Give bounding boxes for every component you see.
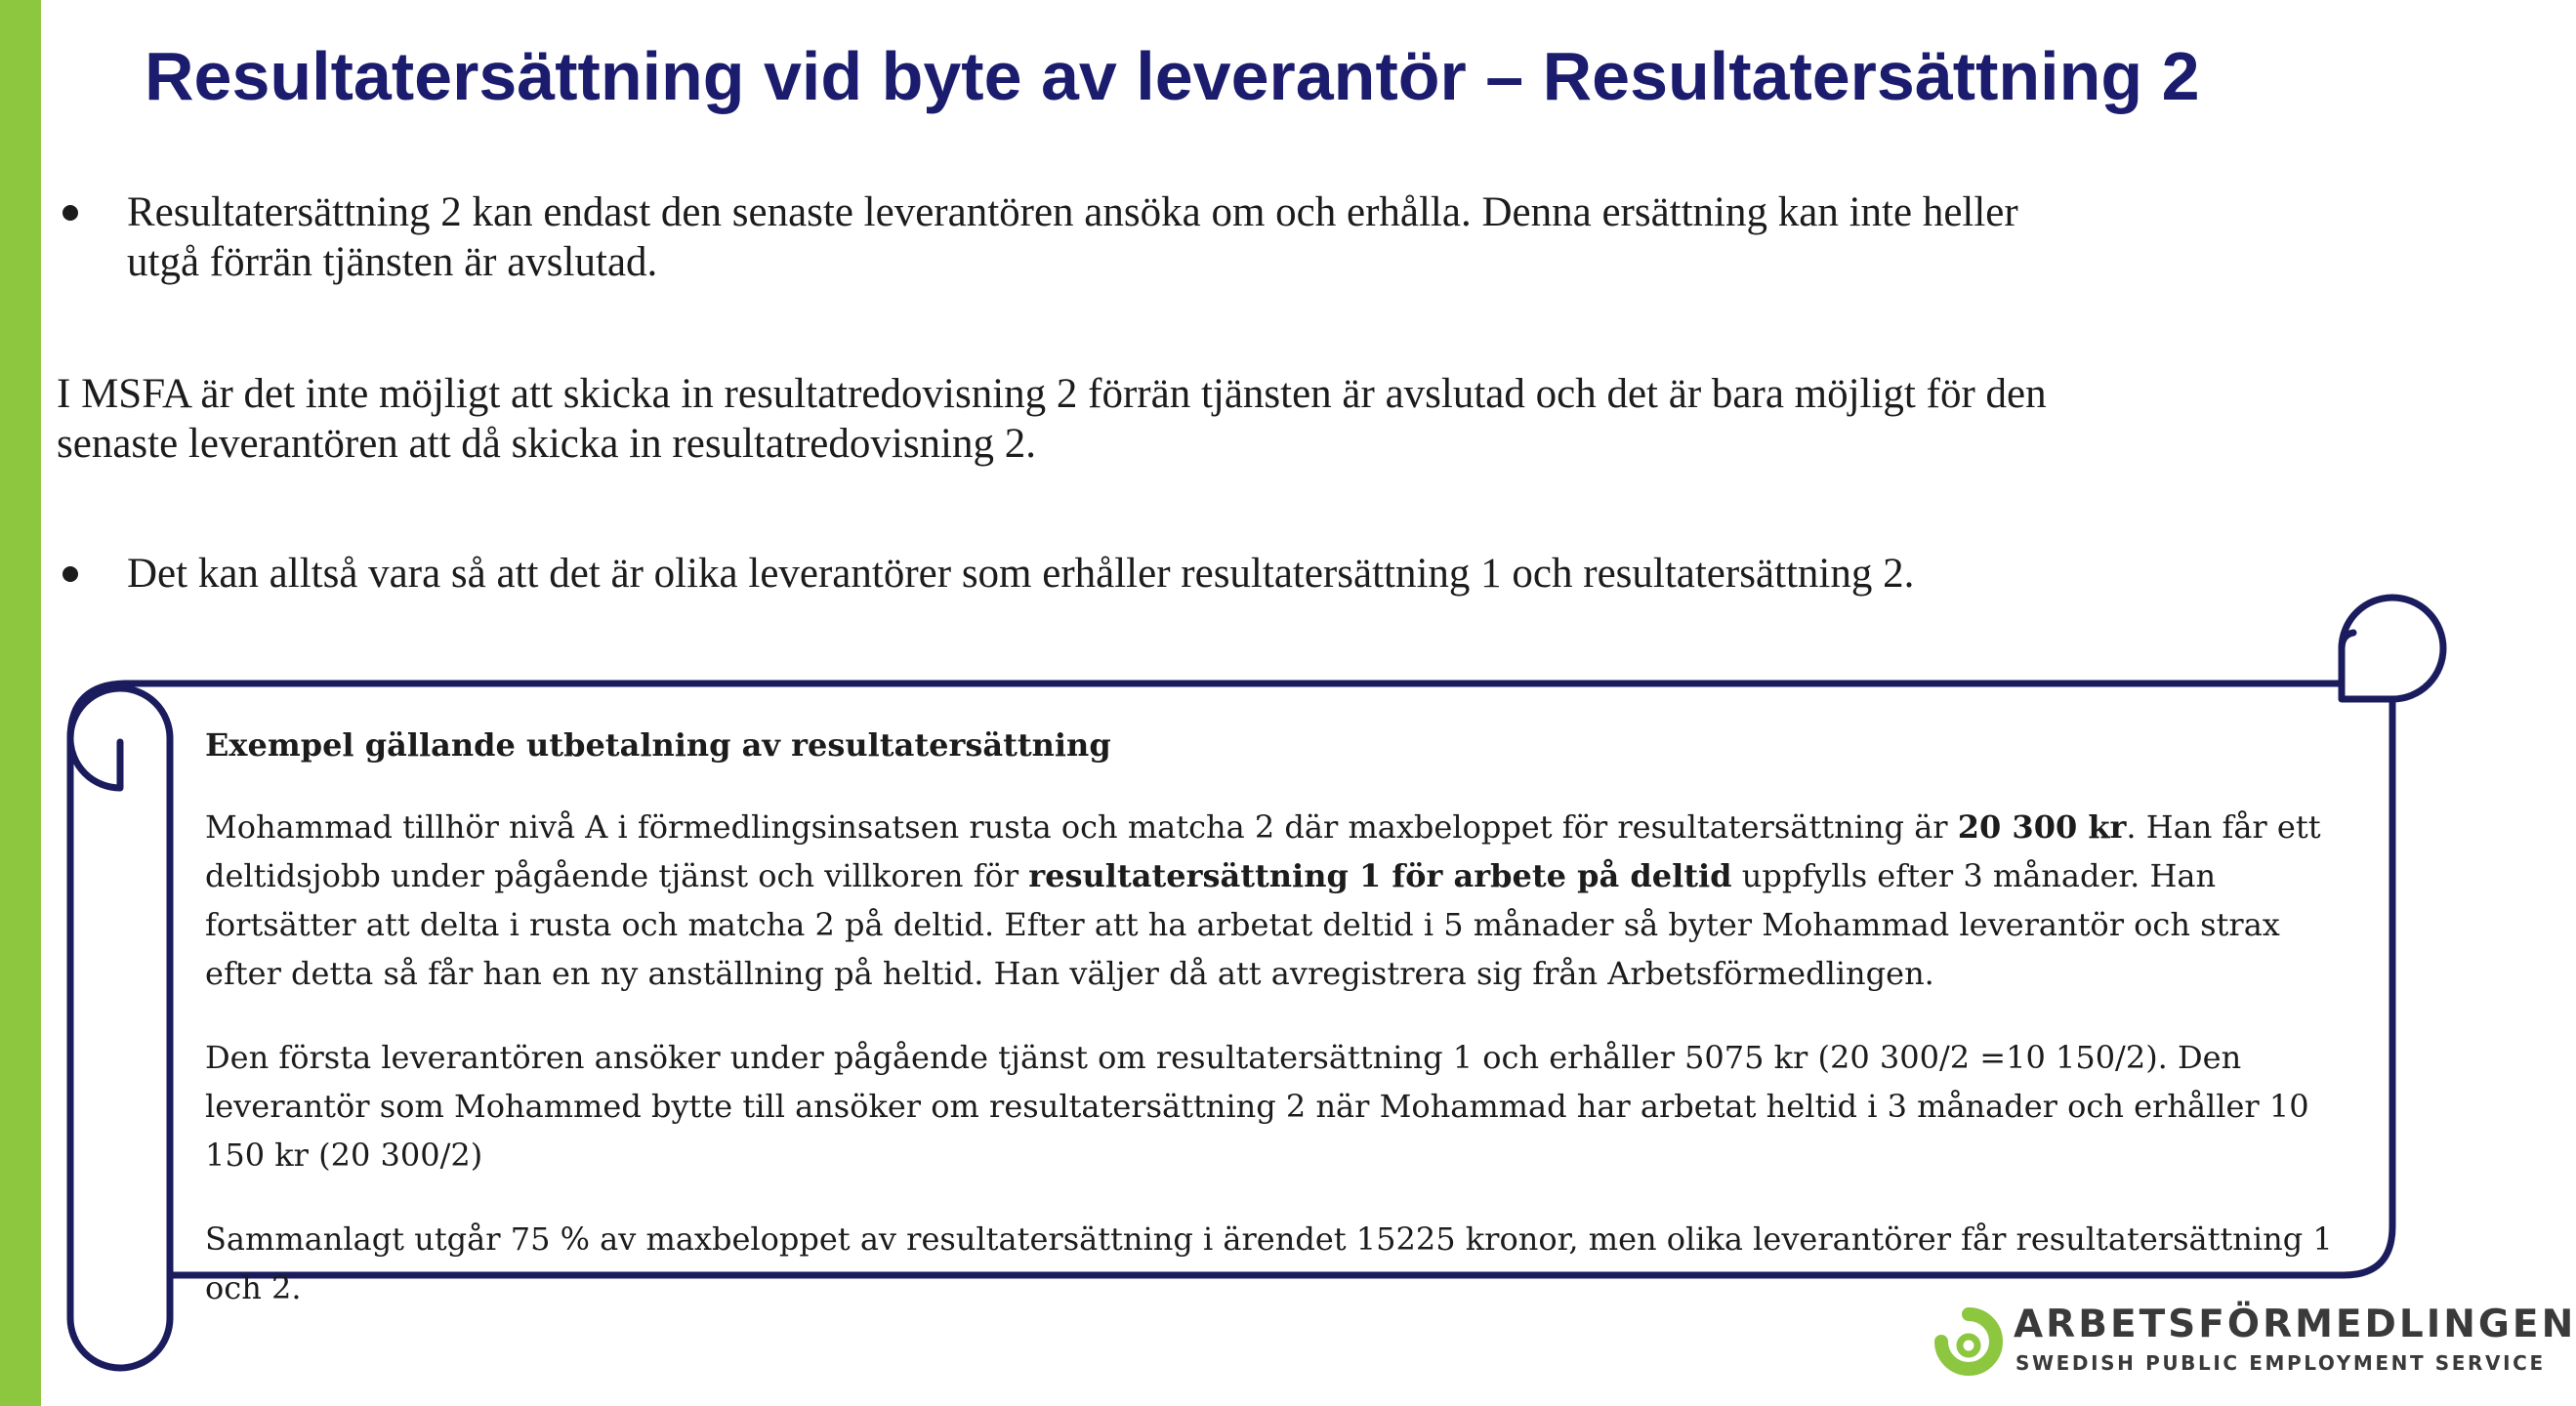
example-p1-text-2: . Han får ett deltidsjobb under pågående tjänst och villkoren för bbox=[205, 808, 2321, 894]
arbetsformedlingen-logo bbox=[1932, 1303, 2576, 1381]
max-amount: 20 300 kr bbox=[1957, 808, 2127, 846]
bullet-1-line-1: Resultatersättning 2 kan endast den senaste leverantören ansöka om och erhålla. Denna ersättning kan inte heller bbox=[127, 189, 2018, 235]
example-p1-text-3: uppfylls efter 3 månader. Han fortsätter att delta i rusta och matcha 2 på deltid. Efter att ha arbetat deltid i 5 månader så byter Mohammad leverantör och strax efter detta så får han en ny anställning på heltid. Han väljer då att avregistrera sig från Arbetsförmedlingen. bbox=[205, 857, 2280, 992]
logo-name: ARBETSFÖRMEDLINGEN bbox=[2014, 1303, 2576, 1346]
example-paragraph-2: Den första leverantören ansöker under pågående tjänst om resultatersättning 1 och erhåller 5075 kr (20 300/2 =10 150/2). Den leverantör som Mohammed bytte till ansöker om resultatersättning 2 när Mohammad har arbetat heltid i 3 månader och erhåller 10 150 kr (20 300/2) bbox=[205, 1039, 2309, 1174]
example-paragraph-1 bbox=[205, 803, 2353, 998]
example-paragraph-3: Sammanlagt utgår 75 % av maxbeloppet av resultatersättning i ärendet 15225 kronor, men olika leverantörer får resultatersättning 1 och 2. bbox=[205, 1220, 2333, 1306]
logo-mark-icon bbox=[1932, 1303, 2006, 1377]
slide-title: Resultatersättning vid byte av leverantör – Resultatersättning 2 bbox=[145, 38, 2200, 114]
paragraph-line-1: I MSFA är det inte möjligt att skicka in resultatredovisning 2 förrän tjänsten är avslutad och det är bara möjligt för den bbox=[57, 371, 2047, 417]
paragraph-line-2: senaste leverantören att då skicka in resultatredovisning 2. bbox=[57, 421, 1037, 467]
bullet-2: Det kan alltså vara så att det är olika leverantörer som erhåller resultatersättning 1 och resultatersättning 2. bbox=[127, 551, 1915, 597]
bullet-1-line-2: utgå förrän tjänsten är avslutad. bbox=[127, 239, 658, 285]
example-box bbox=[205, 721, 2353, 1312]
logo-subtitle: SWEDISH PUBLIC EMPLOYMENT SERVICE bbox=[2015, 1351, 2546, 1375]
example-p1-text-1: Mohammad tillhör nivå A i förmedlingsinsatsen rusta och matcha 2 där maxbeloppet för resultatersättning är bbox=[205, 808, 1958, 846]
example-heading: Exempel gällande utbetalning av resultatersättning bbox=[205, 726, 1111, 764]
part-time-term: resultatersättning 1 för arbete på deltid bbox=[1028, 857, 1732, 894]
